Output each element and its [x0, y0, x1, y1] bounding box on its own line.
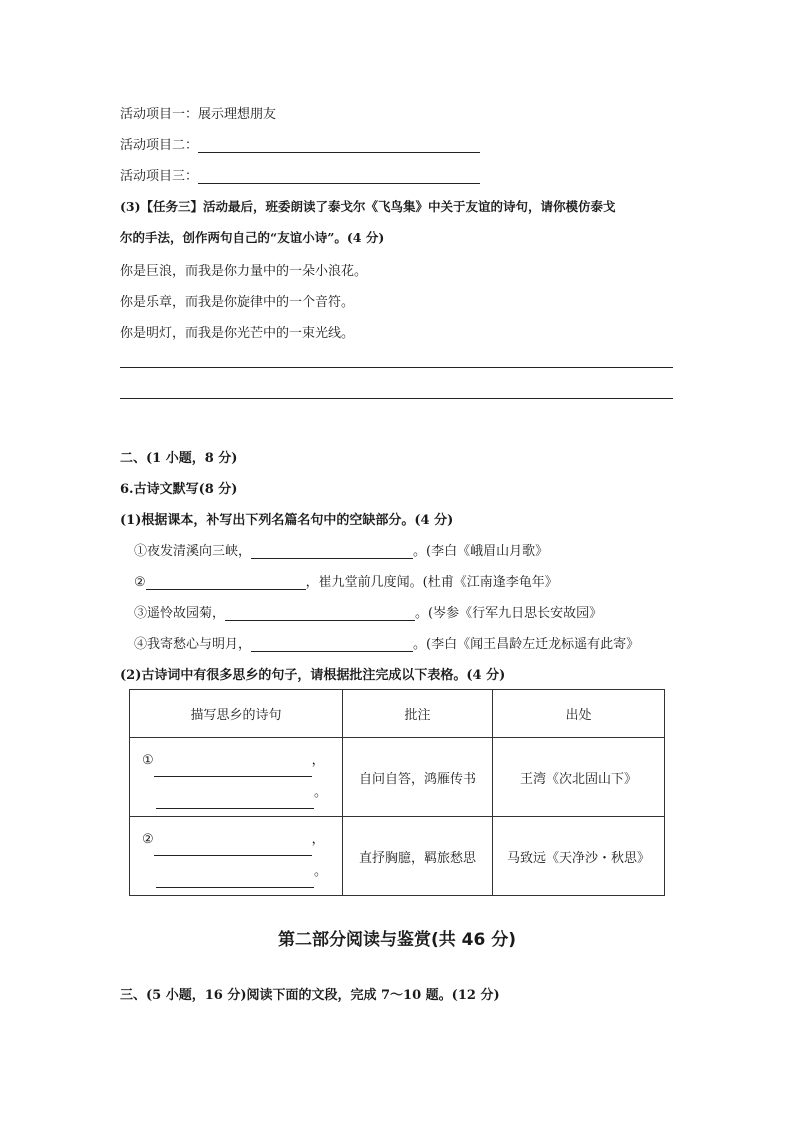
source-cell: 王湾《次北固山下》	[493, 738, 665, 817]
recitation-item-3-blank[interactable]	[225, 608, 415, 621]
poem-line-2: 你是乐章，而我是你旋律中的一个音符。	[120, 295, 355, 310]
note-cell: 自问自答，鸿雁传书	[343, 738, 493, 817]
poem-line-1: 你是巨浪，而我是你力量中的一朵小浪花。	[120, 264, 368, 279]
recitation-item-2-blank[interactable]	[146, 577, 306, 590]
recitation-item-4-prefix: ④我寄愁心与明月，	[134, 637, 252, 652]
activity-item-3-blank[interactable]	[198, 171, 480, 184]
poem-blank-1b[interactable]	[156, 790, 314, 809]
activity-item-3	[120, 165, 480, 184]
poem-blank-1a[interactable]	[154, 758, 312, 777]
poem-blank-cell	[130, 817, 343, 896]
section3-heading: 三、(5 小题，16 分)阅读下面的文段，完成 7～10 题。(12 分)	[120, 988, 500, 1003]
recitation-item-1-suffix: 。(李白《峨眉山月歌》	[413, 544, 549, 559]
activity-item-1: 活动项目一：展示理想朋友	[120, 107, 277, 122]
activity-item-3-label: 活动项目三：	[120, 169, 199, 184]
activity-item-2	[120, 134, 480, 153]
source-cell: 马致远《天净沙・秋思》	[493, 817, 665, 896]
period: 。	[314, 864, 328, 879]
recitation-item-2	[134, 571, 558, 590]
row-number: ②	[142, 832, 154, 847]
answer-line-1[interactable]	[120, 367, 673, 368]
comma: ，	[311, 753, 325, 768]
recitation-item-2-suffix: ，崔九堂前几度闻。(杜甫《江南逢李龟年》	[305, 575, 558, 590]
task3-instruction-line2: 尔的手法，创作两句自己的“友谊小诗”。(4 分)	[120, 230, 385, 245]
row-number: ①	[142, 753, 154, 768]
recitation-item-3-suffix: 。(岑参《行军九日思长安故园》	[415, 606, 603, 621]
part1-title: (1)根据课本，补写出下列名篇名句中的空缺部分。(4 分)	[120, 513, 454, 528]
poem-blank-cell	[130, 738, 343, 817]
recitation-item-3-prefix: ③遥怜故园菊，	[134, 606, 226, 621]
poem-line-3: 你是明灯，而我是你光芒中的一束光线。	[120, 326, 355, 341]
poem-blank-2a[interactable]	[154, 837, 312, 856]
recitation-item-1-prefix: ①夜发清溪向三峡，	[134, 544, 252, 559]
table-row	[130, 817, 665, 896]
recitation-item-4-blank[interactable]	[251, 639, 413, 652]
section2-heading: 二、(1 小题，8 分)	[120, 451, 238, 466]
part2-heading: 第二部分阅读与鉴赏(共 46 分)	[277, 930, 517, 950]
recitation-item-4	[134, 633, 639, 652]
recitation-item-1-blank[interactable]	[251, 546, 413, 559]
table-header-source: 出处	[493, 690, 665, 738]
comma: ，	[311, 832, 325, 847]
activity-item-2-label: 活动项目二：	[120, 138, 199, 153]
recitation-item-3	[134, 602, 602, 621]
recitation-item-2-prefix: ②	[134, 575, 146, 590]
part2-title: (2)古诗词中有很多思乡的句子，请根据批注完成以下表格。(4 分)	[120, 668, 506, 683]
task3-instruction-line1: (3)【任务三】活动最后，班委朗读了泰戈尔《飞鸟集》中关于友谊的诗句，请你模仿泰戈	[120, 199, 616, 214]
poem-blank-2b[interactable]	[156, 869, 314, 888]
homesick-poem-table	[129, 689, 665, 896]
recitation-item-1	[134, 540, 548, 559]
activity-item-2-blank[interactable]	[198, 140, 480, 153]
table-header-poem: 描写思乡的诗句	[130, 690, 343, 738]
recitation-item-4-suffix: 。(李白《闻王昌龄左迁龙标遥有此寄》	[413, 637, 640, 652]
question6-title: 6.古诗文默写(8 分)	[120, 482, 238, 497]
table-row	[130, 738, 665, 817]
period: 。	[314, 785, 328, 800]
answer-line-2[interactable]	[120, 398, 673, 399]
table-header-note: 批注	[343, 690, 493, 738]
note-cell: 直抒胸臆，羁旅愁思	[343, 817, 493, 896]
